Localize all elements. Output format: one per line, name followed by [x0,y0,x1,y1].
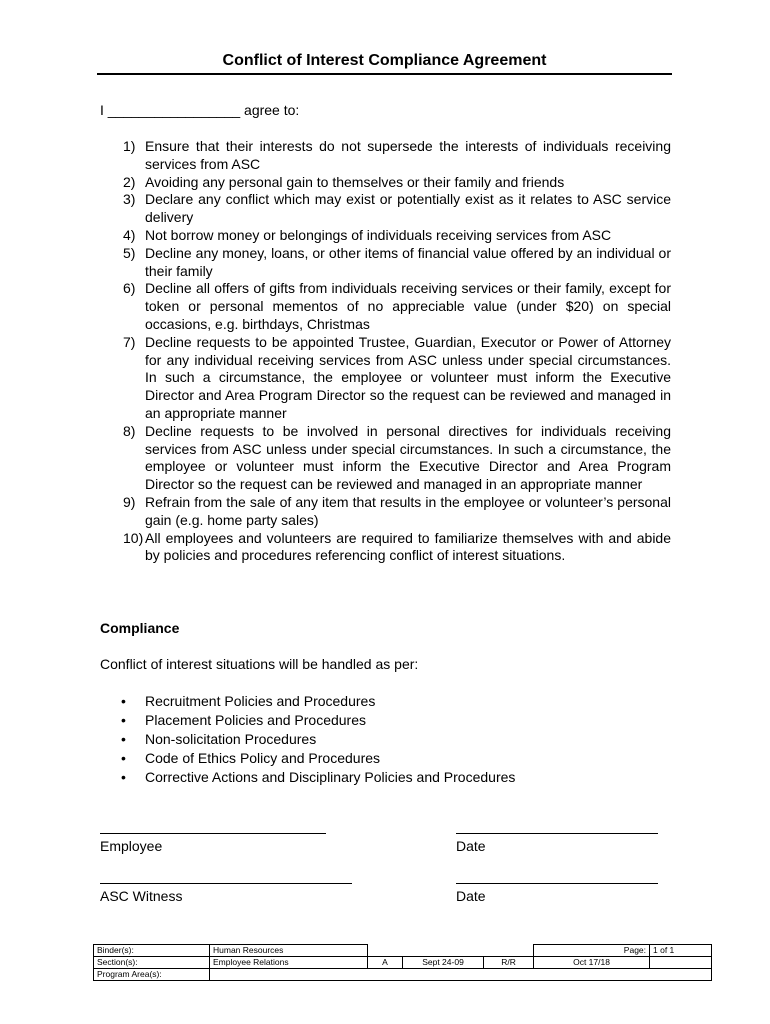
binder-value: Human Resources [210,945,368,957]
agreement-item: 3) Declare any conflict which may exist or potentially exist as it relates to ASC service delivery [123,191,671,226]
review-date: Oct 17/18 [534,957,650,969]
review-label: R/R [484,957,534,969]
section-value: Employee Relations [210,957,368,969]
agreement-item: 5) Decline any money, loans, or other items of financial value offered by an individual or their family [123,244,671,279]
title-underline [97,73,672,75]
program-area-label: Program Area(s): [94,969,210,981]
bullet-icon: • [121,712,126,728]
list-item: • Non-solicitation Procedures [121,731,317,747]
list-item: • Placement Policies and Procedures [121,712,367,728]
compliance-heading: Compliance [100,620,180,636]
section-label: Section(s): [94,957,210,969]
compliance-intro: Conflict of interest situations will be handled as per: [100,656,419,672]
agreement-intro: I _________________ agree to: [100,102,300,118]
employee-signature-line[interactable] [100,833,326,834]
bullet-icon: • [121,693,126,709]
agreement-item: 9) Refrain from the sale of any item that results in the employee or volunteer’s personal gain (e.g. home party sales) [123,493,671,528]
agreement-item: 1) Ensure that their interests do not supersede the interests of individuals receiving services from ASC [123,138,671,172]
employee-date-line[interactable] [456,833,658,834]
employee-label: Employee [100,838,163,854]
compliance-list [100,692,515,787]
agreement-item: 10) All employees and volunteers are required to familiarize themselves with and abide by policies and procedures referencing conflict of interest situations. [123,529,671,564]
agreement-item: 4) Not borrow money or belongings of individuals receiving services from ASC [123,226,612,243]
witness-signature-line[interactable] [100,883,352,884]
agreement-item: 2) Avoiding any personal gain to themselves or their family and friends [123,173,565,190]
document-footer-table [93,944,712,981]
bullet-icon: • [121,769,126,785]
list-item: • Code of Ethics Policy and Procedures [121,750,381,766]
binder-label: Binder(s): [94,945,210,957]
original-date: Sept 24-09 [403,957,484,969]
document-title: Conflict of Interest Compliance Agreement [222,52,547,69]
witness-label: ASC Witness [100,888,183,904]
page-label: Page: [534,945,650,957]
agreement-item: 7) Decline requests to be appointed Trustee, Guardian, Executor or Power of Attorney for any individual receiving services from ASC unless under special circumstances. In such a circumstance, the employee or volunteer must inform the Executive Director and Area Program Director so the request can be reviewed and managed in an appropriate manner [123,333,671,421]
page-value: 1 of 1 [650,945,712,957]
witness-date-line[interactable] [456,883,658,884]
list-item: • Recruitment Policies and Procedures [121,693,376,709]
date-label: Date [456,838,486,854]
bullet-icon: • [121,750,126,766]
date-label: Date [456,888,486,904]
revision-code: A [368,957,403,969]
bullet-icon: • [121,731,126,747]
list-item: • Corrective Actions and Disciplinary Policies and Procedures [121,769,516,785]
agreement-item: 8) Decline requests to be involved in personal directives for individuals receiving services from ASC unless under special circumstances. In such a circumstance, the employee or volunteer must inform the Executive Director and Area Program Director so the request can be reviewed and managed in an appropriate manner [123,422,671,493]
agreement-items [100,138,671,565]
agreement-item: 6) Decline all offers of gifts from individuals receiving services or their family, except for token or personal mementos of no appreciable value (under $20) on special occasions, e.g. birthdays, Christmas [123,280,671,332]
